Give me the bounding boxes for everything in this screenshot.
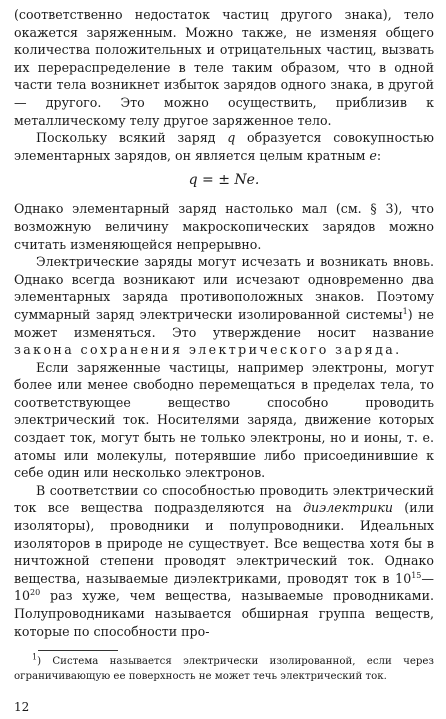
- symbol-q: q: [227, 130, 236, 146]
- footnote-marker: 1: [402, 306, 408, 316]
- paragraph-text: раз хуже, чем вещества, называемые проводниками. Полупроводниками называется обширная группа веществ, которые по способности про-: [14, 588, 434, 639]
- paragraph-text: В соответствии со способностью проводить электрический ток все вещества подразделяются на: [14, 482, 434, 516]
- main-text: [14, 6, 434, 640]
- paragraph-macroscopic: [14, 200, 434, 253]
- paragraph-text: ) не может изменяться. Это утверждение носит название: [14, 306, 435, 340]
- paragraph-text: (соответственно недостаток частиц другого знака), тело окажется заряженным. Можно также, не изменяя общего количества положительных и отрицательных частиц, вызвать их перераспределение в теле таким образом, что в одной части тела возникнет избыток зарядов одного знака, в другой — другого. Это можно осуществить, приблизив к металлическому телу другое заряженное тело.: [14, 7, 434, 128]
- paragraph-text: (или изоляторы), проводники и полупроводники. Идеальных изоляторов в природе не существует. Все вещества хотя бы в ничтожной степени проводят электрический ток. Однако вещества, называемые диэлектриками, проводят ток в 10: [14, 500, 434, 586]
- paragraph-text: :: [376, 147, 382, 163]
- paragraph-text: Если заряженные частицы, например электроны, могут более или менее свободно перемещаться в пределах тела, то соответствующее вещество способно проводить электрический ток. Носителями заряда, движение которых создает ток, могут быть не только электроны, но и ионы, т. е. атомы или молекулы, потерявшие либо присоединившие к себе один или несколько электронов.: [14, 359, 434, 481]
- paragraph-text: —10: [14, 570, 434, 604]
- footnote-marker: 1: [32, 652, 38, 662]
- formula-charge: q = ± Ne.: [188, 172, 260, 189]
- paragraph-conservation: [14, 253, 434, 359]
- exponent: 20: [30, 588, 41, 598]
- exponent: 15: [411, 570, 422, 580]
- paragraph-classification: [14, 482, 434, 640]
- symbol-e: e: [369, 147, 377, 163]
- law-name: закона сохранения электрического заряда: [14, 342, 396, 358]
- paragraph-text: Поскольку всякий заряд: [36, 130, 228, 146]
- page-number: 12: [14, 700, 30, 714]
- footnote: [14, 652, 434, 684]
- paragraph-text: Электрические заряды могут исчезать и возникать вновь. Однако всегда возникают или исчезают одновременно два элементарных заряда противоположных знаков. Поэтому суммарный заряд электрически изолированной системы: [14, 254, 434, 322]
- paragraph-continuation: [14, 6, 434, 129]
- paragraph-text: образуется совокупностью элементарных зарядов, он является целым кратным: [14, 130, 434, 163]
- paragraph-text: Однако элементарный заряд настолько мал (см. § 3), что возможную величину макроскопических зарядов можно считать изменяющейся непрерывно.: [14, 201, 434, 252]
- footnote-text: ) Система называется электрически изолированной, если через ограничивающую ее поверхность не может течь электрический ток.: [14, 656, 434, 682]
- paragraph-carriers: [14, 359, 434, 482]
- paragraph-text: .: [395, 342, 400, 358]
- term-dielectrics: диэлектрики: [303, 500, 393, 516]
- paragraph-charge-quantization: [14, 129, 434, 164]
- footnote-divider: [38, 650, 118, 651]
